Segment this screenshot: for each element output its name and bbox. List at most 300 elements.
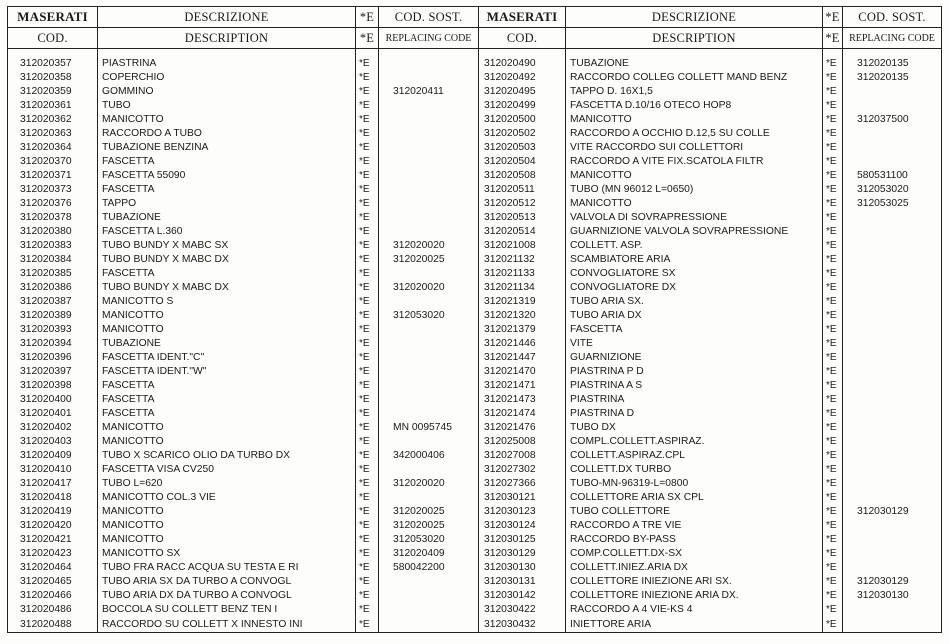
e-flag-right: *E xyxy=(823,57,843,71)
e-flag-right: *E xyxy=(823,603,843,617)
description-left: GOMMINO xyxy=(98,85,356,99)
replacing-code-left xyxy=(379,57,479,71)
header-descrizione-right: DESCRIZIONE xyxy=(566,7,823,28)
replacing-code-left xyxy=(379,183,479,197)
replacing-code-left xyxy=(379,617,479,633)
part-code-right: 312020503 xyxy=(479,141,566,155)
description-left: COPERCHIO xyxy=(98,71,356,85)
description-right: COLLETTORE INIEZIONE ARI SX. xyxy=(566,575,823,589)
table-row xyxy=(8,519,942,533)
part-code-right: 312020495 xyxy=(479,85,566,99)
part-code-right: 312020500 xyxy=(479,113,566,127)
table-row xyxy=(8,337,942,351)
replacing-code-right xyxy=(843,351,942,365)
e-flag-left: *E xyxy=(356,561,379,575)
part-code-right: 312030121 xyxy=(479,491,566,505)
replacing-code-left xyxy=(379,197,479,211)
replacing-code-right xyxy=(843,337,942,351)
e-flag-right: *E xyxy=(823,155,843,169)
part-code-right: 312020511 xyxy=(479,183,566,197)
e-flag-right: *E xyxy=(823,309,843,323)
table-row xyxy=(8,393,942,407)
part-code-right: 312021447 xyxy=(479,351,566,365)
part-code-left: 312020378 xyxy=(8,211,98,225)
e-flag-right: *E xyxy=(823,351,843,365)
e-flag-right: *E xyxy=(823,323,843,337)
description-left: FASCETTA IDENT."W" xyxy=(98,365,356,379)
e-flag-left: *E xyxy=(356,617,379,633)
part-code-right: 312021471 xyxy=(479,379,566,393)
part-code-right: 312020492 xyxy=(479,71,566,85)
replacing-code-right xyxy=(843,225,942,239)
part-code-right: 312027366 xyxy=(479,477,566,491)
e-flag-left: *E xyxy=(356,141,379,155)
replacing-code-right: 312030130 xyxy=(843,589,942,603)
part-code-left: 312020486 xyxy=(8,603,98,617)
description-left: TUBAZIONE xyxy=(98,211,356,225)
replacing-code-right xyxy=(843,323,942,337)
e-flag-left: *E xyxy=(356,281,379,295)
part-code-right: 312021474 xyxy=(479,407,566,421)
replacing-code-right xyxy=(843,365,942,379)
e-flag-left: *E xyxy=(356,519,379,533)
e-flag-left: *E xyxy=(356,393,379,407)
part-code-left: 312020394 xyxy=(8,337,98,351)
e-flag-right: *E xyxy=(823,463,843,477)
replacing-code-left: 312020020 xyxy=(379,281,479,295)
table-row xyxy=(8,589,942,603)
part-code-left: 312020397 xyxy=(8,365,98,379)
header-replacing-code-right: REPLACING CODE xyxy=(843,28,942,49)
e-flag-left: *E xyxy=(356,463,379,477)
replacing-code-left xyxy=(379,113,479,127)
replacing-code-left xyxy=(379,393,479,407)
table-row xyxy=(8,57,942,71)
header-row-english xyxy=(8,28,942,49)
replacing-code-left xyxy=(379,407,479,421)
header-e2-right: *E xyxy=(823,28,843,49)
description-right: VITE xyxy=(566,337,823,351)
table-row xyxy=(8,71,942,85)
spacer-row xyxy=(8,49,942,58)
part-code-left: 312020386 xyxy=(8,281,98,295)
replacing-code-right xyxy=(843,99,942,113)
description-left: FASCETTA IDENT."C" xyxy=(98,351,356,365)
part-code-right: 312030129 xyxy=(479,547,566,561)
table-row xyxy=(8,407,942,421)
description-left: TUBO xyxy=(98,99,356,113)
description-right: TAPPO D. 16X1,5 xyxy=(566,85,823,99)
description-right: TUBO ARIA DX xyxy=(566,309,823,323)
e-flag-left: *E xyxy=(356,323,379,337)
part-code-left: 312020419 xyxy=(8,505,98,519)
part-code-right: 312021446 xyxy=(479,337,566,351)
e-flag-left: *E xyxy=(356,267,379,281)
description-right: TUBO COLLETTORE xyxy=(566,505,823,519)
e-flag-left: *E xyxy=(356,505,379,519)
e-flag-right: *E xyxy=(823,519,843,533)
replacing-code-left: 312020409 xyxy=(379,547,479,561)
table-row xyxy=(8,295,942,309)
replacing-code-right: 580531100 xyxy=(843,169,942,183)
e-flag-left: *E xyxy=(356,183,379,197)
e-flag-right: *E xyxy=(823,267,843,281)
replacing-code-right xyxy=(843,533,942,547)
replacing-code-left xyxy=(379,71,479,85)
description-left: FASCETTA xyxy=(98,407,356,421)
description-left: MANICOTTO xyxy=(98,533,356,547)
e-flag-left: *E xyxy=(356,99,379,113)
e-flag-right: *E xyxy=(823,533,843,547)
table-row xyxy=(8,491,942,505)
replacing-code-left: 312020025 xyxy=(379,253,479,267)
e-flag-right: *E xyxy=(823,141,843,155)
description-left: MANICOTTO xyxy=(98,309,356,323)
table-row xyxy=(8,99,942,113)
table-row xyxy=(8,379,942,393)
part-code-left: 312020465 xyxy=(8,575,98,589)
e-flag-left: *E xyxy=(356,295,379,309)
replacing-code-left: 580042200 xyxy=(379,561,479,575)
table-row xyxy=(8,141,942,155)
description-right: VITE RACCORDO SUI COLLETTORI xyxy=(566,141,823,155)
part-code-left: 312020385 xyxy=(8,267,98,281)
e-flag-right: *E xyxy=(823,449,843,463)
e-flag-right: *E xyxy=(823,85,843,99)
e-flag-right: *E xyxy=(823,337,843,351)
description-right: TUBO ARIA SX. xyxy=(566,295,823,309)
description-left: FASCETTA VISA CV250 xyxy=(98,463,356,477)
e-flag-right: *E xyxy=(823,71,843,85)
replacing-code-right xyxy=(843,267,942,281)
table-row xyxy=(8,365,942,379)
replacing-code-left: 312020025 xyxy=(379,519,479,533)
replacing-code-right: 312053020 xyxy=(843,183,942,197)
part-code-left: 312020361 xyxy=(8,99,98,113)
part-code-right: 312030131 xyxy=(479,575,566,589)
e-flag-left: *E xyxy=(356,603,379,617)
part-code-right: 312020513 xyxy=(479,211,566,225)
e-flag-right: *E xyxy=(823,99,843,113)
table-row xyxy=(8,547,942,561)
header-descrizione-left: DESCRIZIONE xyxy=(98,7,356,28)
part-code-right: 312021133 xyxy=(479,267,566,281)
replacing-code-right xyxy=(843,617,942,633)
part-code-right: 312021008 xyxy=(479,239,566,253)
replacing-code-right xyxy=(843,435,942,449)
e-flag-left: *E xyxy=(356,113,379,127)
e-flag-left: *E xyxy=(356,547,379,561)
table-row xyxy=(8,197,942,211)
description-left: TUBO L=620 xyxy=(98,477,356,491)
part-code-left: 312020464 xyxy=(8,561,98,575)
part-code-left: 312020398 xyxy=(8,379,98,393)
description-right: PIASTRINA A S xyxy=(566,379,823,393)
replacing-code-left xyxy=(379,225,479,239)
part-code-left: 312020402 xyxy=(8,421,98,435)
replacing-code-left: 312020025 xyxy=(379,505,479,519)
replacing-code-right: 312037500 xyxy=(843,113,942,127)
table-row xyxy=(8,323,942,337)
table-row xyxy=(8,421,942,435)
replacing-code-left xyxy=(379,267,479,281)
replacing-code-left xyxy=(379,337,479,351)
part-code-right: 312030422 xyxy=(479,603,566,617)
description-right: FASCETTA D.10/16 OTECO HOP8 xyxy=(566,99,823,113)
description-left: TUBO BUNDY X MABC SX xyxy=(98,239,356,253)
part-code-right: 312021476 xyxy=(479,421,566,435)
e-flag-left: *E xyxy=(356,169,379,183)
description-right: COLLETT.INIEZ.ARIA DX xyxy=(566,561,823,575)
replacing-code-right xyxy=(843,127,942,141)
description-right: FASCETTA xyxy=(566,323,823,337)
description-left: FASCETTA xyxy=(98,183,356,197)
replacing-code-left xyxy=(379,379,479,393)
e-flag-right: *E xyxy=(823,435,843,449)
table-row xyxy=(8,113,942,127)
replacing-code-right xyxy=(843,407,942,421)
e-flag-left: *E xyxy=(356,127,379,141)
description-right: GUARNIZIONE VALVOLA SOVRAPRESSIONE xyxy=(566,225,823,239)
replacing-code-right xyxy=(843,295,942,309)
table-row xyxy=(8,505,942,519)
header-cod-right: COD. xyxy=(479,28,566,49)
table-row xyxy=(8,183,942,197)
e-flag-left: *E xyxy=(356,589,379,603)
description-left: FASCETTA 55090 xyxy=(98,169,356,183)
part-code-left: 312020418 xyxy=(8,491,98,505)
e-flag-left: *E xyxy=(356,211,379,225)
header-e-right: *E xyxy=(823,7,843,28)
replacing-code-right xyxy=(843,421,942,435)
replacing-code-left xyxy=(379,141,479,155)
description-left: MANICOTTO S xyxy=(98,295,356,309)
part-code-left: 312020393 xyxy=(8,323,98,337)
part-code-right: 312020490 xyxy=(479,57,566,71)
e-flag-left: *E xyxy=(356,57,379,71)
e-flag-left: *E xyxy=(356,491,379,505)
description-right: MANICOTTO xyxy=(566,169,823,183)
description-left: MANICOTTO COL.3 VIE xyxy=(98,491,356,505)
header-cod-sost-left: COD. SOST. xyxy=(379,7,479,28)
description-right: COMPL.COLLETT.ASPIRAZ. xyxy=(566,435,823,449)
table-body xyxy=(8,49,942,633)
table-row xyxy=(8,309,942,323)
table-row xyxy=(8,211,942,225)
replacing-code-left xyxy=(379,435,479,449)
part-code-left: 312020400 xyxy=(8,393,98,407)
part-code-right: 312021473 xyxy=(479,393,566,407)
description-right: PIASTRINA D xyxy=(566,407,823,421)
table-row xyxy=(8,463,942,477)
table-row xyxy=(8,127,942,141)
part-code-left: 312020403 xyxy=(8,435,98,449)
replacing-code-left xyxy=(379,211,479,225)
e-flag-right: *E xyxy=(823,183,843,197)
part-code-right: 312021470 xyxy=(479,365,566,379)
description-left: MANICOTTO xyxy=(98,113,356,127)
e-flag-right: *E xyxy=(823,407,843,421)
replacing-code-right xyxy=(843,547,942,561)
description-right: PIASTRINA xyxy=(566,393,823,407)
table-row xyxy=(8,435,942,449)
part-code-left: 312020410 xyxy=(8,463,98,477)
part-code-right: 312030123 xyxy=(479,505,566,519)
description-left: MANICOTTO xyxy=(98,435,356,449)
description-left: TUBO FRA RACC ACQUA SU TESTA E RI xyxy=(98,561,356,575)
part-code-left: 312020371 xyxy=(8,169,98,183)
e-flag-right: *E xyxy=(823,169,843,183)
description-right: TUBO-MN-96319-L=0800 xyxy=(566,477,823,491)
e-flag-right: *E xyxy=(823,393,843,407)
description-left: FASCETTA xyxy=(98,379,356,393)
description-right: RACCORDO A OCCHIO D.12,5 SU COLLE xyxy=(566,127,823,141)
description-left: TUBO BUNDY X MABC DX xyxy=(98,281,356,295)
description-right: PIASTRINA P D xyxy=(566,365,823,379)
e-flag-right: *E xyxy=(823,211,843,225)
description-left: MANICOTTO SX xyxy=(98,547,356,561)
table-row xyxy=(8,561,942,575)
part-code-right: 312020512 xyxy=(479,197,566,211)
replacing-code-right xyxy=(843,253,942,267)
part-code-left: 312020401 xyxy=(8,407,98,421)
e-flag-left: *E xyxy=(356,155,379,169)
replacing-code-left xyxy=(379,491,479,505)
table-row xyxy=(8,533,942,547)
e-flag-right: *E xyxy=(823,253,843,267)
description-right: RACCORDO A 4 VIE-KS 4 xyxy=(566,603,823,617)
part-code-left: 312020409 xyxy=(8,449,98,463)
header-replacing-code-left: REPLACING CODE xyxy=(379,28,479,49)
replacing-code-left xyxy=(379,127,479,141)
replacing-code-right: 312020135 xyxy=(843,57,942,71)
replacing-code-right xyxy=(843,141,942,155)
table-row xyxy=(8,449,942,463)
replacing-code-left xyxy=(379,323,479,337)
part-code-right: 312025008 xyxy=(479,435,566,449)
replacing-code-right xyxy=(843,85,942,99)
e-flag-left: *E xyxy=(356,379,379,393)
description-left: RACCORDO SU COLLETT X INNESTO INI xyxy=(98,617,356,633)
e-flag-right: *E xyxy=(823,113,843,127)
part-code-right: 312021379 xyxy=(479,323,566,337)
header-maserati-right: MASERATI xyxy=(479,7,566,28)
part-code-right: 312020504 xyxy=(479,155,566,169)
description-left: TUBO ARIA DX DA TURBO A CONVOGL xyxy=(98,589,356,603)
description-right: CONVOGLIATORE SX xyxy=(566,267,823,281)
e-flag-right: *E xyxy=(823,379,843,393)
replacing-code-left xyxy=(379,589,479,603)
description-left: TUBAZIONE BENZINA xyxy=(98,141,356,155)
description-right: RACCORDO A TRE VIE xyxy=(566,519,823,533)
e-flag-left: *E xyxy=(356,71,379,85)
table-row xyxy=(8,575,942,589)
table-row xyxy=(8,253,942,267)
e-flag-right: *E xyxy=(823,281,843,295)
replacing-code-left xyxy=(379,603,479,617)
description-left: FASCETTA L.360 xyxy=(98,225,356,239)
replacing-code-left: 312020020 xyxy=(379,477,479,491)
part-code-right: 312030125 xyxy=(479,533,566,547)
replacing-code-right: 312030129 xyxy=(843,575,942,589)
description-left: FASCETTA xyxy=(98,155,356,169)
description-left: FASCETTA xyxy=(98,267,356,281)
e-flag-right: *E xyxy=(823,365,843,379)
header-maserati-left: MASERATI xyxy=(8,7,98,28)
part-code-left: 312020389 xyxy=(8,309,98,323)
part-code-left: 312020357 xyxy=(8,57,98,71)
part-code-left: 312020362 xyxy=(8,113,98,127)
e-flag-left: *E xyxy=(356,575,379,589)
replacing-code-right xyxy=(843,393,942,407)
description-right: COLLETTORE INIEZIONE ARIA DX. xyxy=(566,589,823,603)
e-flag-right: *E xyxy=(823,589,843,603)
replacing-code-right xyxy=(843,155,942,169)
e-flag-left: *E xyxy=(356,85,379,99)
description-left: TUBO BUNDY X MABC DX xyxy=(98,253,356,267)
header-description-left: DESCRIPTION xyxy=(98,28,356,49)
description-right: COLLETT.DX TURBO xyxy=(566,463,823,477)
description-right: COLLETTORE ARIA SX CPL xyxy=(566,491,823,505)
part-code-right: 312021132 xyxy=(479,253,566,267)
e-flag-left: *E xyxy=(356,197,379,211)
part-code-right: 312020514 xyxy=(479,225,566,239)
replacing-code-right xyxy=(843,449,942,463)
replacing-code-left: 312020020 xyxy=(379,239,479,253)
part-code-right: 312021320 xyxy=(479,309,566,323)
part-code-right: 312030124 xyxy=(479,519,566,533)
description-right: MANICOTTO xyxy=(566,197,823,211)
e-flag-left: *E xyxy=(356,337,379,351)
replacing-code-left xyxy=(379,169,479,183)
table-row xyxy=(8,281,942,295)
part-code-right: 312030432 xyxy=(479,617,566,633)
replacing-code-left: 312053020 xyxy=(379,533,479,547)
description-left: MANICOTTO xyxy=(98,421,356,435)
description-left: BOCCOLA SU COLLETT BENZ TEN I xyxy=(98,603,356,617)
e-flag-left: *E xyxy=(356,533,379,547)
replacing-code-left xyxy=(379,99,479,113)
description-left: MANICOTTO xyxy=(98,519,356,533)
e-flag-left: *E xyxy=(356,253,379,267)
description-left: MANICOTTO xyxy=(98,323,356,337)
part-code-left: 312020387 xyxy=(8,295,98,309)
description-left: PIASTRINA xyxy=(98,57,356,71)
e-flag-right: *E xyxy=(823,575,843,589)
replacing-code-left xyxy=(379,463,479,477)
part-code-right: 312027302 xyxy=(479,463,566,477)
e-flag-left: *E xyxy=(356,225,379,239)
replacing-code-right xyxy=(843,561,942,575)
e-flag-right: *E xyxy=(823,225,843,239)
replacing-code-right xyxy=(843,477,942,491)
replacing-code-left: 312053020 xyxy=(379,309,479,323)
replacing-code-right xyxy=(843,603,942,617)
e-flag-left: *E xyxy=(356,309,379,323)
description-left: TUBO X SCARICO OLIO DA TURBO DX xyxy=(98,449,356,463)
description-left: TAPPO xyxy=(98,197,356,211)
description-right: CONVOGLIATORE DX xyxy=(566,281,823,295)
replacing-code-right xyxy=(843,379,942,393)
table-row xyxy=(8,477,942,491)
description-left: FASCETTA xyxy=(98,393,356,407)
description-right: COLLETT.ASPIRAZ.CPL xyxy=(566,449,823,463)
part-code-right: 312020502 xyxy=(479,127,566,141)
part-code-left: 312020376 xyxy=(8,197,98,211)
description-left: TUBAZIONE xyxy=(98,337,356,351)
replacing-code-left: 342000406 xyxy=(379,449,479,463)
table-row xyxy=(8,85,942,99)
